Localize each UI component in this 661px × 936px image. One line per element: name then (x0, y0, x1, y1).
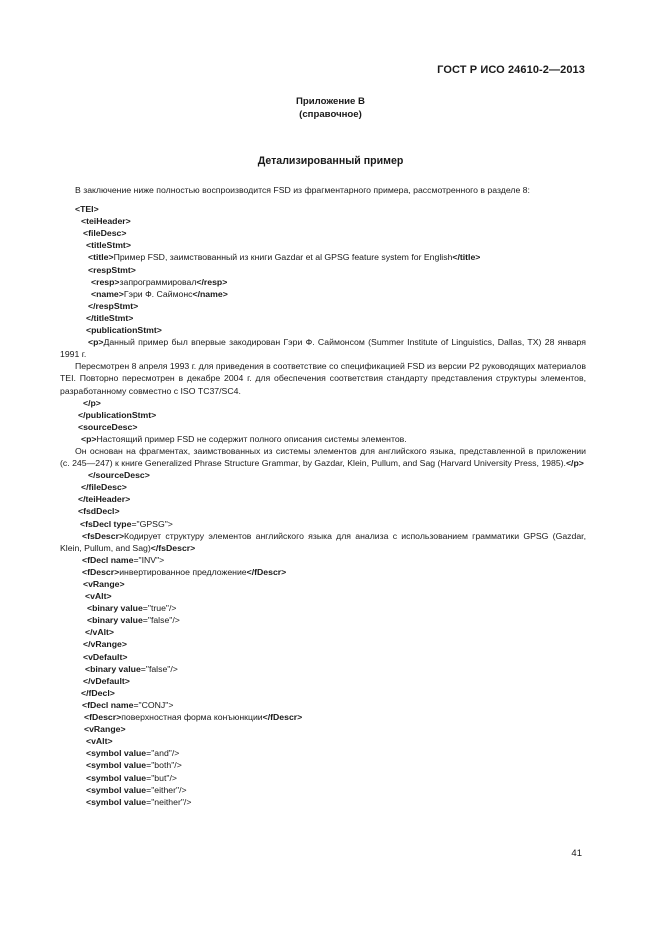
xml-tag: </respStmt> (88, 300, 139, 311)
xml-tag: </vDefault> (83, 675, 130, 686)
xml-tag: </fDescr> (246, 566, 287, 577)
code-paragraph (60, 336, 586, 360)
code-line (60, 723, 586, 735)
code-line (60, 433, 586, 445)
xml-tag: <vRange> (83, 579, 125, 589)
xml-tag: </titleStmt> (86, 312, 134, 323)
code-line (60, 203, 586, 215)
xml-tag: <teiHeader> (81, 216, 131, 227)
code-line (60, 300, 586, 312)
code-line (60, 469, 586, 481)
xml-tag: <symbol value (86, 748, 147, 759)
code-line (60, 554, 586, 566)
code-line (60, 251, 586, 263)
intro-paragraph: В заключение ниже полностью воспроизводится FSD из фрагментарного примера, рассмотренного в разделе 8: (75, 185, 530, 195)
xml-tag: <fsdDecl> (78, 506, 120, 517)
code-line (60, 759, 586, 771)
code-line (60, 699, 586, 711)
xml-attr-value: ="true"/> (142, 603, 177, 614)
xml-tag: <TEI> (75, 204, 99, 215)
xml-attr-value: ="neither"/> (146, 796, 192, 807)
xml-tag: <fDecl name (82, 699, 134, 710)
code-line (60, 747, 586, 759)
xml-tag: <title> (88, 252, 114, 263)
xml-tag: <fsDecl type (80, 518, 132, 529)
xml-tag: <fDescr> (84, 712, 122, 723)
xml-tag: <binary value (85, 663, 141, 674)
code-line (60, 324, 586, 336)
xml-text: Кодирует структуру элементов английского языка для анализа с использованием грамматики GPSG (Gazdar, Klein, Pullum, and Sag) (60, 530, 586, 553)
xml-text: Он основан на фрагментах, заимствованных из системы элементов для английского языка, представленной в приложении (с. 245—247) к книге Generalized Phrase Structure Grammar, by Gazdar, Klein, Pullum, and Sag (Harvard University Press, 1985). (60, 445, 586, 469)
xml-tag: <fDecl name (82, 554, 134, 565)
code-line (60, 675, 586, 687)
xml-tag: <sourceDesc> (78, 421, 138, 432)
xml-attr-value: ="INV"> (133, 554, 165, 565)
xml-text: Данный пример был впервые закодирован Гэри Ф. Саймонсом (Summer Institute of Linguistics, Dallas, TX) 28 января 1991 г. (60, 337, 586, 360)
document-code-header: ГОСТ Р ИСО 24610-2—2013 (437, 64, 585, 76)
xml-attr-value: ="false"/> (140, 663, 178, 674)
xml-tag: <p> (81, 433, 97, 444)
code-line (60, 711, 586, 723)
code-line (60, 288, 586, 300)
code-line (60, 784, 586, 796)
xml-tag: <symbol value (86, 772, 147, 783)
code-line (60, 421, 586, 433)
code-paragraph (60, 445, 586, 469)
xml-tag: <publicationStmt> (86, 325, 162, 336)
xml-tag: <binary value (87, 615, 143, 626)
xml-attr-value: ="CONJ"> (133, 699, 174, 710)
xml-tag: </p> (83, 397, 101, 408)
xml-text: инвертированное предложение (119, 566, 247, 577)
code-line (60, 518, 586, 530)
xml-tag: <p> (88, 337, 104, 348)
code-line (60, 796, 586, 808)
section-title: Детализированный пример (257, 155, 404, 167)
xml-tag: <vAlt> (86, 736, 113, 747)
xml-tag: <vRange> (84, 724, 126, 735)
code-line (60, 687, 586, 699)
xml-tag: </p> (565, 458, 584, 469)
xml-tag: <vDefault> (83, 651, 128, 662)
code-paragraph: Пересмотрен 8 апреля 1993 г. для приведения в соответствие со спецификацией FSD из версии Р2 руководящих материалов TEI. Повторно пересмотрен в декабре 2004 г. для обеспечения соответствия стандарту представления структуры элементов, разработанному совместно с ISO ТС37/SC4. (60, 361, 586, 396)
code-line (60, 312, 586, 324)
xml-text: Настоящий пример FSD не содержит полного описания системы элементов. (96, 433, 407, 444)
code-line (60, 602, 586, 614)
xml-tag: </vRange> (83, 639, 127, 650)
code-line (60, 638, 586, 650)
code-line (60, 505, 586, 517)
xml-attr-value: ="but"/> (146, 772, 177, 783)
code-line (60, 735, 586, 747)
xml-tag: <resp> (91, 276, 120, 287)
xml-tag: </fsDescr> (150, 542, 196, 553)
xml-tag: <symbol value (86, 796, 147, 807)
xml-attr-value: ="both"/> (146, 760, 182, 771)
appendix-title: Приложение В (296, 96, 365, 107)
xml-listing (60, 203, 586, 808)
appendix-subtitle: (справочное) (299, 109, 362, 120)
xml-tag: <fsDescr> (82, 530, 125, 541)
xml-tag: </vAlt> (85, 627, 114, 638)
xml-tag: </name> (192, 288, 228, 299)
code-line (60, 663, 586, 675)
xml-text: Гэри Ф. Саймонс (123, 288, 193, 299)
xml-attr-value: ="either"/> (146, 784, 187, 795)
xml-attr-value: ="and"/> (146, 748, 180, 759)
xml-attr-value: ="GPSG"> (131, 518, 173, 529)
xml-tag: <name> (91, 288, 124, 299)
xml-text: запрограммировал (119, 276, 197, 287)
document-body (60, 184, 586, 808)
xml-tag: <respStmt> (88, 264, 136, 275)
code-line (60, 227, 586, 239)
code-line (60, 397, 586, 409)
xml-tag: </sourceDesc> (88, 470, 150, 481)
xml-tag: <symbol value (86, 760, 147, 771)
xml-text: поверхностная форма конъюнкции (121, 712, 263, 723)
xml-tag: </teiHeader> (78, 494, 131, 505)
xml-tag: </title> (452, 252, 481, 263)
code-paragraph (60, 530, 586, 554)
code-line (60, 614, 586, 626)
code-line (60, 566, 586, 578)
xml-tag: <vAlt> (85, 591, 112, 602)
code-line (60, 239, 586, 251)
code-line (60, 276, 586, 288)
xml-tag: </fDescr> (262, 712, 303, 723)
xml-tag: <titleStmt> (86, 240, 131, 251)
xml-tag: <symbol value (86, 784, 147, 795)
code-line (60, 264, 586, 276)
code-line (60, 651, 586, 663)
appendix-heading (0, 95, 661, 121)
code-line (60, 626, 586, 638)
xml-tag: <binary value (87, 603, 143, 614)
xml-text: Пример FSD, заимствованный из книги Gazdar et al GPSG feature system for English (113, 252, 453, 263)
xml-attr-value: ="false"/> (142, 615, 180, 626)
xml-tag: </fDecl> (81, 687, 115, 698)
page-number: 41 (571, 848, 582, 859)
xml-tag: <fDescr> (82, 566, 120, 577)
code-line (60, 493, 586, 505)
code-line (60, 578, 586, 590)
xml-tag: </fileDesc> (81, 482, 127, 493)
xml-tag: <fileDesc> (83, 228, 127, 239)
code-line (60, 215, 586, 227)
xml-tag: </publicationStmt> (78, 409, 157, 420)
xml-tag: </resp> (196, 276, 228, 287)
code-line (60, 590, 586, 602)
code-line (60, 772, 586, 784)
code-line (60, 481, 586, 493)
code-line (60, 409, 586, 421)
